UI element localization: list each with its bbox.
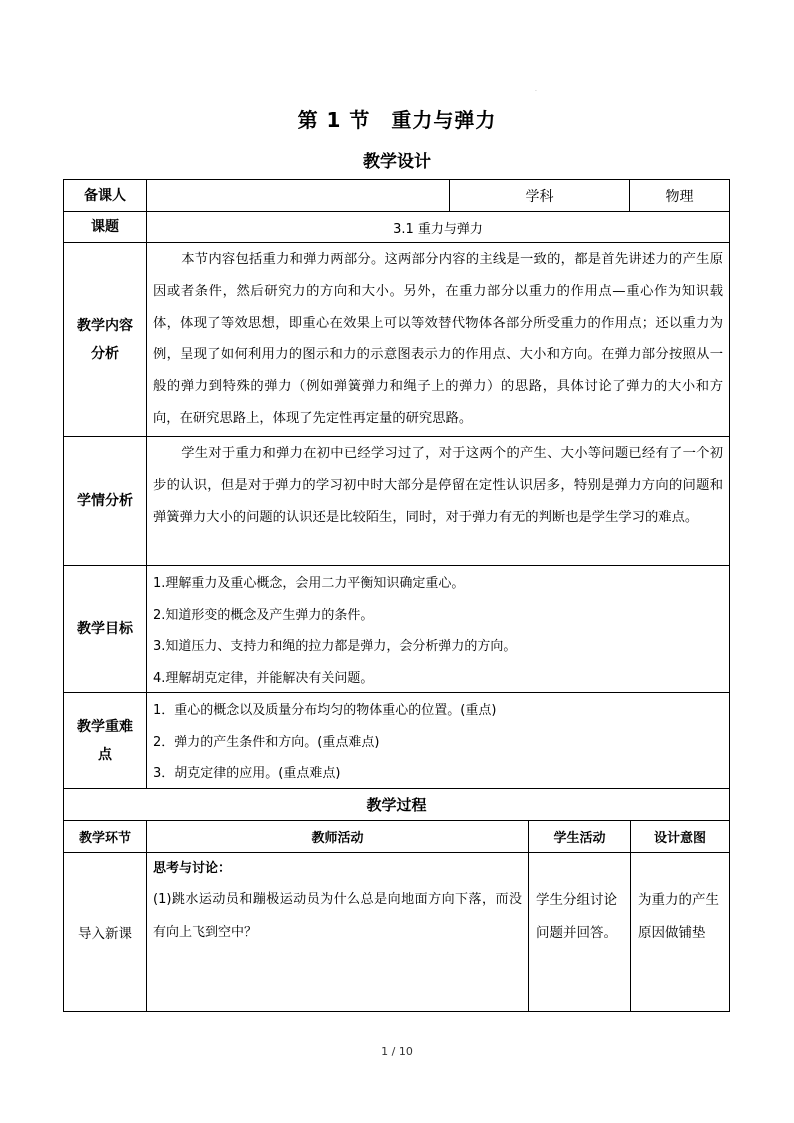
- process-student-activity: 学生分组讨论问题并回答。: [528, 852, 631, 1012]
- process-col-student: 学生活动: [528, 820, 631, 853]
- lesson-plan-table: [64, 180, 730, 1012]
- objective-item: 1.理解重力及重心概念，会用二力平衡知识确定重心。: [153, 576, 465, 591]
- document-title: 第 1 节 重力与弹力: [297, 108, 497, 132]
- stray-dot: ·: [535, 88, 537, 95]
- content-analysis-label: 教学内容分析: [63, 242, 147, 437]
- process-col-intent: 设计意图: [630, 820, 730, 853]
- objectives-label: 教学目标: [63, 565, 147, 693]
- key-point-item: 3．胡克定律的应用。(重点难点): [153, 766, 341, 782]
- key-points-label: 教学重难点: [63, 692, 147, 789]
- student-analysis-label: 学情分析: [63, 436, 147, 566]
- key-point-item: 1．重心的概念以及质量分布均匀的物体重心的位置。(重点): [153, 703, 497, 718]
- document-subtitle: 教学设计: [363, 152, 431, 172]
- subject-label: 学科: [449, 179, 630, 212]
- objective-item: 3.知道压力、支持力和绳的拉力都是弹力，会分析弹力的方向。: [153, 639, 517, 655]
- process-teacher-activity: [146, 852, 529, 1012]
- teacher-activity-heading: 思考与讨论：: [153, 861, 232, 876]
- key-points-list: [146, 692, 730, 789]
- subject-value: 物理: [629, 179, 730, 212]
- student-analysis-text: [146, 436, 730, 566]
- process-title: 教学过程: [63, 788, 730, 821]
- topic-label: 课题: [63, 211, 147, 243]
- content-analysis-body: 本节内容包括重力和弹力两部分。这两部分内容的主线是一致的，都是首先讲述力的产生原因或者条件，然后研究力的方向和大小。另外，在重力部分以重力的作用点—重心作为知识载体，体现了等效思想，即重心在效果上可以等效替代物体各部分所受重力的作用点；还以重力为例，呈现了如何利用力的图示和力的示意图表示力的作用点、大小和方向。在弹力部分按照从一般的弹力到特殊的弹力（例如弹簧弹力和绳子上的弹力）的思路，具体讨论了弹力的大小和方向，在研究思路上，体现了先定性再定量的研究思路。: [153, 252, 723, 426]
- process-col-stage: 教学环节: [63, 820, 147, 853]
- content-analysis-text: [146, 242, 730, 437]
- page-number: 1 / 10: [381, 1045, 413, 1058]
- objective-item: 2.知道形变的概念及产生弹力的条件。: [153, 607, 374, 623]
- preparer-label: 备课人: [63, 179, 147, 212]
- teacher-activity-text: (1)跳水运动员和蹦极运动员为什么总是向地面方向下落，而没有向上飞到空中？: [153, 892, 522, 940]
- preparer-value: [146, 179, 450, 212]
- key-point-item: 2．弹力的产生条件和方向。(重点难点): [153, 734, 380, 750]
- process-col-teacher: 教师活动: [146, 820, 529, 853]
- topic-value: 3.1 重力与弹力: [146, 211, 730, 243]
- process-stage: 导入新课: [63, 852, 147, 1012]
- objectives-list: [146, 565, 730, 693]
- student-analysis-body: 学生对于重力和弹力在初中已经学习过了，对于这两个的产生、大小等问题已经有了一个初步的认识，但是对于弹力的学习初中时大部分是停留在定性认识居多，特别是弹力方向的问题和弹簧弹力大小的问题的认识还是比较陌生，同时，对于弹力有无的判断也是学生学习的难点。: [153, 446, 723, 525]
- process-design-intent: 为重力的产生原因做铺垫: [630, 852, 730, 1012]
- objective-item: 4.理解胡克定律，并能解决有关问题。: [153, 670, 374, 686]
